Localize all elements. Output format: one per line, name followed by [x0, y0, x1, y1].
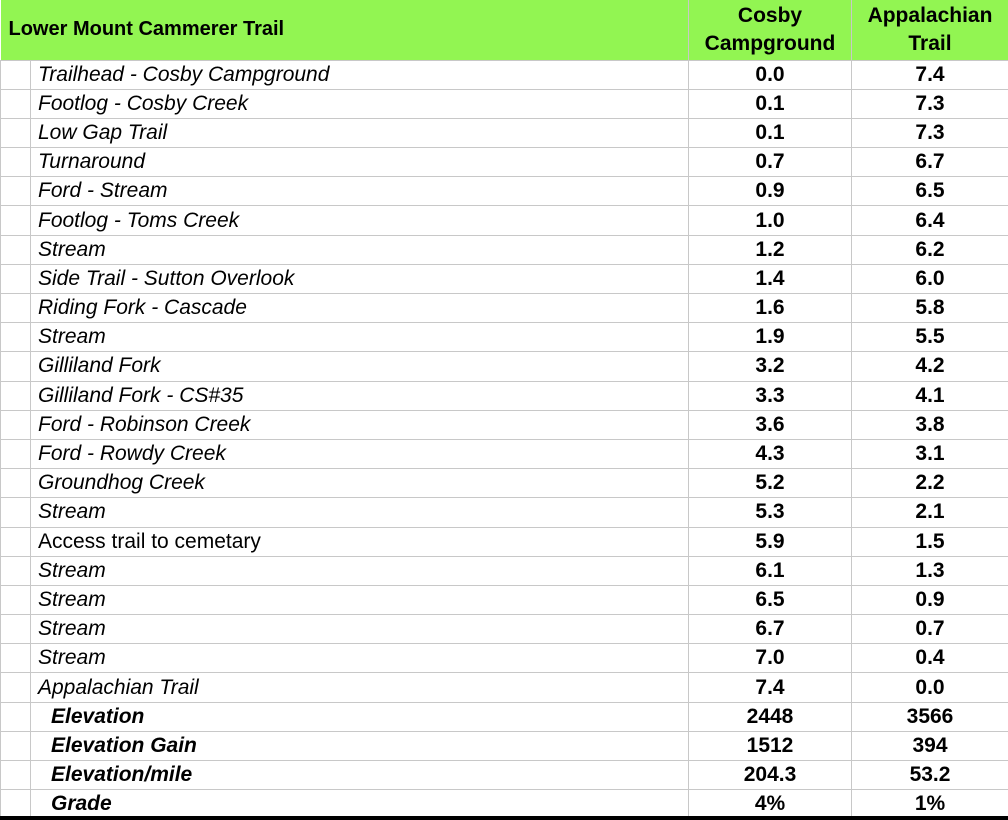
distance-from-appalachian-cell[interactable]: 6.4 — [852, 206, 1008, 235]
distance-from-appalachian-cell[interactable]: 3.1 — [852, 439, 1008, 468]
summary-row — [1, 702, 1008, 731]
column-header-from-line1: Cosby — [737, 3, 803, 27]
location-name-cell[interactable]: Gilliland Fork - CS#35 — [31, 381, 689, 410]
row-spacer-cell[interactable] — [1, 264, 31, 293]
row-spacer-cell[interactable] — [1, 731, 31, 760]
distance-from-cosby-cell[interactable]: 7.4 — [689, 673, 852, 702]
table-row — [1, 235, 1008, 264]
location-name-cell[interactable]: Ford - Rowdy Creek — [31, 439, 689, 468]
location-name-cell[interactable]: Side Trail - Sutton Overlook — [31, 264, 689, 293]
distance-from-appalachian-cell[interactable]: 3.8 — [852, 410, 1008, 439]
row-spacer-cell[interactable] — [1, 206, 31, 235]
distance-from-cosby-cell[interactable]: 3.6 — [689, 410, 852, 439]
location-name-cell[interactable]: Access trail to cemetary — [31, 527, 689, 556]
bottom-border — [0, 816, 1008, 820]
row-spacer-cell[interactable] — [1, 410, 31, 439]
row-spacer-cell[interactable] — [1, 118, 31, 147]
location-name-cell[interactable]: Stream — [31, 615, 689, 644]
distance-from-appalachian-cell[interactable]: 6.0 — [852, 264, 1008, 293]
table-row — [1, 673, 1008, 702]
row-spacer-cell[interactable] — [1, 381, 31, 410]
distance-from-cosby-cell[interactable]: 5.9 — [689, 527, 852, 556]
table-row — [1, 644, 1008, 673]
location-name-cell[interactable]: Ford - Stream — [31, 177, 689, 206]
table-row — [1, 352, 1008, 381]
table-row — [1, 469, 1008, 498]
header-row — [1, 0, 1008, 60]
distance-from-appalachian-cell[interactable]: 0.7 — [852, 615, 1008, 644]
distance-from-cosby-cell[interactable]: 3.2 — [689, 352, 852, 381]
location-name-cell[interactable]: Footlog - Toms Creek — [31, 206, 689, 235]
row-spacer-cell[interactable] — [1, 60, 31, 89]
summary-row — [1, 761, 1008, 790]
distance-from-cosby-cell[interactable]: 1.9 — [689, 323, 852, 352]
table-row — [1, 60, 1008, 89]
distance-from-cosby-cell[interactable]: 7.0 — [689, 644, 852, 673]
distance-from-cosby-cell[interactable]: 0.0 — [689, 60, 852, 89]
distance-from-cosby-cell[interactable]: 6.5 — [689, 585, 852, 614]
distance-from-appalachian-cell[interactable]: 6.7 — [852, 148, 1008, 177]
row-spacer-cell[interactable] — [1, 294, 31, 323]
location-name-cell[interactable]: Groundhog Creek — [31, 469, 689, 498]
distance-from-appalachian-cell[interactable]: 5.8 — [852, 294, 1008, 323]
distance-from-cosby-cell[interactable]: 0.1 — [689, 89, 852, 118]
distance-from-cosby-cell[interactable]: 0.1 — [689, 118, 852, 147]
location-name-cell[interactable]: Ford - Robinson Creek — [31, 410, 689, 439]
distance-from-appalachian-cell[interactable]: 4.1 — [852, 381, 1008, 410]
table-row — [1, 381, 1008, 410]
row-spacer-cell[interactable] — [1, 89, 31, 118]
distance-from-cosby-cell[interactable]: 6.1 — [689, 556, 852, 585]
distance-from-appalachian-cell[interactable]: 1.3 — [852, 556, 1008, 585]
table-row — [1, 556, 1008, 585]
column-header-to-line2: Trail — [908, 31, 952, 55]
distance-from-appalachian-cell[interactable]: 7.4 — [852, 60, 1008, 89]
row-spacer-cell[interactable] — [1, 615, 31, 644]
summary-label-cell[interactable]: Elevation/mile — [31, 761, 689, 790]
column-header-from-line2: Campground — [704, 31, 836, 55]
table-row — [1, 585, 1008, 614]
distance-from-appalachian-cell[interactable]: 2.1 — [852, 498, 1008, 527]
table-row — [1, 89, 1008, 118]
column-header-to-line1: Appalachian — [867, 3, 993, 27]
distance-from-appalachian-cell[interactable]: 7.3 — [852, 118, 1008, 147]
location-name-cell[interactable]: Low Gap Trail — [31, 118, 689, 147]
distance-from-cosby-cell[interactable]: 0.9 — [689, 177, 852, 206]
row-spacer-cell[interactable] — [1, 673, 31, 702]
distance-from-cosby-cell[interactable]: 1.2 — [689, 235, 852, 264]
row-spacer-cell[interactable] — [1, 323, 31, 352]
distance-from-appalachian-cell[interactable]: 7.3 — [852, 89, 1008, 118]
distance-from-cosby-cell[interactable]: 4% — [689, 790, 852, 819]
distance-from-cosby-cell[interactable]: 0.7 — [689, 148, 852, 177]
table-row — [1, 615, 1008, 644]
row-spacer-cell[interactable] — [1, 644, 31, 673]
table-row — [1, 118, 1008, 147]
distance-from-appalachian-cell[interactable]: 0.9 — [852, 585, 1008, 614]
distance-from-cosby-cell[interactable]: 3.3 — [689, 381, 852, 410]
distance-from-appalachian-cell[interactable]: 0.0 — [852, 673, 1008, 702]
distance-from-appalachian-cell[interactable]: 5.5 — [852, 323, 1008, 352]
table-row — [1, 527, 1008, 556]
location-name-cell[interactable]: Appalachian Trail — [31, 673, 689, 702]
row-spacer-cell[interactable] — [1, 352, 31, 381]
summary-row — [1, 731, 1008, 760]
row-spacer-cell[interactable] — [1, 790, 31, 819]
distance-from-appalachian-cell[interactable]: 1% — [852, 790, 1008, 819]
row-spacer-cell[interactable] — [1, 148, 31, 177]
summary-label-cell[interactable]: Elevation Gain — [31, 731, 689, 760]
distance-from-appalachian-cell[interactable]: 0.4 — [852, 644, 1008, 673]
summary-row — [1, 790, 1008, 819]
location-name-cell[interactable]: Trailhead - Cosby Campground — [31, 60, 689, 89]
table-row — [1, 148, 1008, 177]
location-name-cell[interactable]: Stream — [31, 323, 689, 352]
table-row — [1, 177, 1008, 206]
row-spacer-cell[interactable] — [1, 527, 31, 556]
column-header-to[interactable] — [852, 0, 1008, 60]
table-title[interactable]: Lower Mount Cammerer Trail — [1, 0, 689, 60]
summary-label-cell[interactable]: Grade — [31, 790, 689, 819]
distance-from-cosby-cell[interactable]: 5.2 — [689, 469, 852, 498]
distance-from-cosby-cell[interactable]: 5.3 — [689, 498, 852, 527]
row-spacer-cell[interactable] — [1, 556, 31, 585]
distance-from-appalachian-cell[interactable]: 6.5 — [852, 177, 1008, 206]
summary-label-cell[interactable]: Elevation — [31, 702, 689, 731]
distance-from-appalachian-cell[interactable]: 1.5 — [852, 527, 1008, 556]
row-spacer-cell[interactable] — [1, 702, 31, 731]
distance-from-cosby-cell[interactable]: 1.0 — [689, 206, 852, 235]
table-row — [1, 206, 1008, 235]
row-spacer-cell[interactable] — [1, 439, 31, 468]
location-name-cell[interactable]: Stream — [31, 556, 689, 585]
row-spacer-cell[interactable] — [1, 177, 31, 206]
distance-from-cosby-cell[interactable]: 1.6 — [689, 294, 852, 323]
location-name-cell[interactable]: Turnaround — [31, 148, 689, 177]
table-row — [1, 264, 1008, 293]
distance-from-cosby-cell[interactable]: 6.7 — [689, 615, 852, 644]
distance-from-appalachian-cell[interactable]: 2.2 — [852, 469, 1008, 498]
distance-from-appalachian-cell[interactable]: 3566 — [852, 702, 1008, 731]
distance-from-cosby-cell[interactable]: 2448 — [689, 702, 852, 731]
row-spacer-cell[interactable] — [1, 235, 31, 264]
distance-from-appalachian-cell[interactable]: 53.2 — [852, 761, 1008, 790]
distance-from-cosby-cell[interactable]: 1512 — [689, 731, 852, 760]
row-spacer-cell[interactable] — [1, 761, 31, 790]
row-spacer-cell[interactable] — [1, 469, 31, 498]
table-row — [1, 439, 1008, 468]
table-row — [1, 323, 1008, 352]
location-name-cell[interactable]: Riding Fork - Cascade — [31, 294, 689, 323]
distance-from-cosby-cell[interactable]: 204.3 — [689, 761, 852, 790]
row-spacer-cell[interactable] — [1, 498, 31, 527]
column-header-from[interactable] — [689, 0, 852, 60]
distance-from-cosby-cell[interactable]: 1.4 — [689, 264, 852, 293]
table-body — [1, 60, 1008, 819]
location-name-cell[interactable]: Stream — [31, 644, 689, 673]
location-name-cell[interactable]: Stream — [31, 585, 689, 614]
location-name-cell[interactable]: Stream — [31, 235, 689, 264]
distance-from-cosby-cell[interactable]: 4.3 — [689, 439, 852, 468]
location-name-cell[interactable]: Footlog - Cosby Creek — [31, 89, 689, 118]
distance-from-appalachian-cell[interactable]: 4.2 — [852, 352, 1008, 381]
distance-from-appalachian-cell[interactable]: 394 — [852, 731, 1008, 760]
location-name-cell[interactable]: Gilliland Fork — [31, 352, 689, 381]
table-row — [1, 294, 1008, 323]
table-row — [1, 498, 1008, 527]
location-name-cell[interactable]: Stream — [31, 498, 689, 527]
table-row — [1, 410, 1008, 439]
row-spacer-cell[interactable] — [1, 585, 31, 614]
distance-from-appalachian-cell[interactable]: 6.2 — [852, 235, 1008, 264]
